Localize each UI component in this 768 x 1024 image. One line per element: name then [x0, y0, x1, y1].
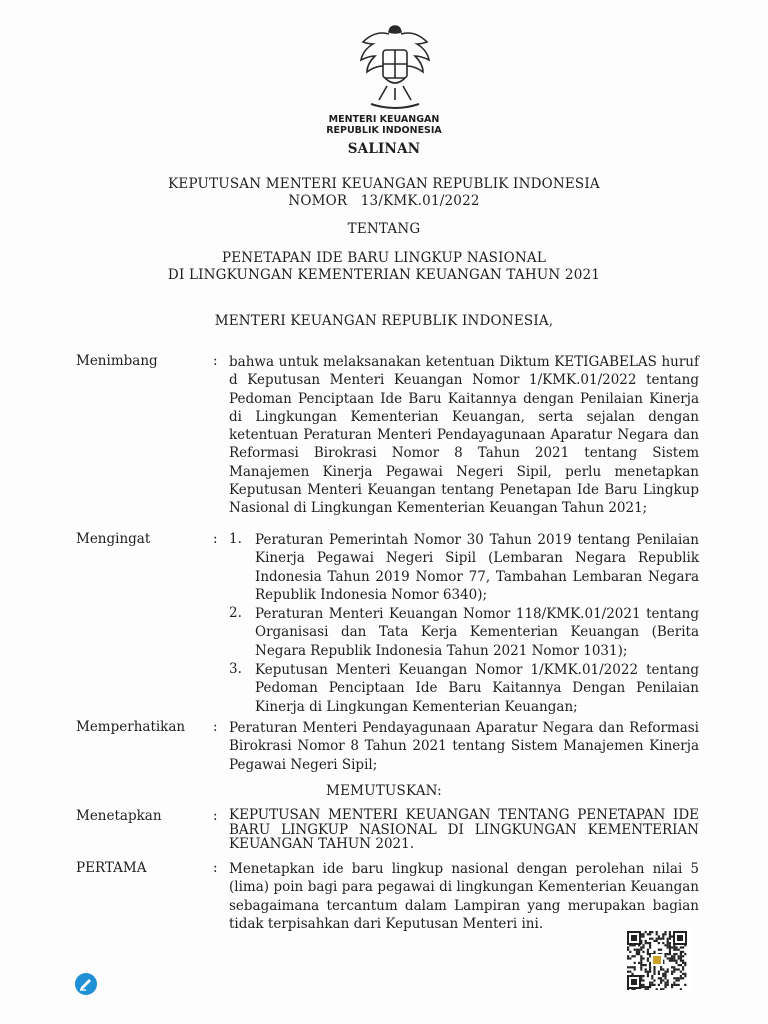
decision-label: MEMUTUSKAN: — [326, 783, 442, 799]
subject-line1: PENETAPAN IDE BARU LINGKUP NASIONAL — [221, 250, 547, 266]
list-item-text: Peraturan Menteri Keuangan Nomor 118/KMK.01/2021 tentang Organisasi dan Tata Kerja Kementerian Keuangan (Berita Negara Republik Indonesia Tahun 2021 Nomor 1031); — [255, 606, 699, 659]
decree-number: NOMOR 13/KMK.01/2022 — [288, 193, 480, 209]
section-label: PERTAMA — [76, 860, 147, 876]
section-label: Mengingat — [76, 531, 151, 547]
subject-line2: DI LINGKUNGAN KEMENTERIAN KEUANGAN TAHUN 2021 — [167, 267, 601, 283]
section-colon: : — [213, 719, 218, 735]
blue-stamp-icon — [74, 972, 98, 996]
garuda-emblem-icon — [349, 20, 441, 114]
institution-line2: REPUBLIK INDONESIA — [326, 125, 442, 136]
section-colon: : — [213, 353, 218, 369]
qr-code-icon — [624, 930, 690, 990]
list-item-text: Keputusan Menteri Keuangan Nomor 1/KMK.01/2022 tentang Pedoman Penciptaan Ide Baru Kaitannya Dengan Penilaian Kinerja di Lingkungan Kementerian Keuangan; — [255, 662, 699, 715]
section-colon: : — [213, 531, 218, 547]
section-label: Menetapkan — [76, 808, 162, 824]
institution-name — [0, 114, 768, 136]
decree-title: KEPUTUSAN MENTERI KEUANGAN REPUBLIK INDONESIA — [168, 176, 600, 192]
institution-line1: MENTERI KEUANGAN — [328, 114, 440, 125]
list-item-number: 3. — [229, 661, 242, 677]
list-item-text: Peraturan Pemerintah Nomor 30 Tahun 2019 tentang Penilaian Kinerja Pegawai Negeri Sipil (Lembaran Negara Republik Indonesia Tahun 2019 Nomor 77, Tambahan Lembaran Negara Republik Indonesia Nomor 6340); — [255, 532, 699, 603]
section-label: Menimbang — [76, 353, 158, 369]
list-item-number: 1. — [229, 531, 242, 547]
issuer: MENTERI KEUANGAN REPUBLIK INDONESIA, — [214, 313, 554, 329]
copy-label: SALINAN — [347, 141, 421, 157]
about-label: TENTANG — [347, 221, 421, 237]
section-text: KEPUTUSAN MENTERI KEUANGAN TENTANG PENETAPAN IDE BARU LINGKUP NASIONAL DI LINGKUNGAN KEMENTERIAN KEUANGAN TAHUN 2021. — [229, 807, 699, 852]
section-text: Peraturan Menteri Pendayagunaan Aparatur Negara dan Reformasi Birokrasi Nomor 8 Tahun 2021 tentang Sistem Manajemen Kinerja Pegawai Negeri Sipil; — [229, 720, 699, 773]
section-label: Memperhatikan — [76, 719, 186, 735]
section-colon: : — [213, 808, 218, 824]
section-text: Menetapkan ide baru lingkup nasional dengan perolehan nilai 5 (lima) poin bagi para pegawai di lingkungan Kementerian Keuangan sebagaimana tercantum dalam Lampiran yang merupakan bagian tidak terpisahkan dari Keputusan Menteri ini. — [229, 861, 699, 932]
section-text: bahwa untuk melaksanakan ketentuan Diktum KETIGABELAS huruf d Keputusan Menteri Keuangan Nomor 1/KMK.01/2022 tentang Pedoman Penciptaan Ide Baru Kaitannya dengan Penilaian Kinerja di Lingkungan Kementerian Keuangan, serta sejalan dengan ketentuan Peraturan Menteri Pendayagunaan Aparatur Negara dan Reformasi Birokrasi Nomor 8 Tahun 2021 tentang Sistem Manajemen Kinerja Pegawai Negeri Sipil, perlu menetapkan Keputusan Menteri Keuangan tentang Penetapan Ide Baru Lingkup Nasional di Lingkungan Kementerian Keuangan Tahun 2021; — [229, 354, 699, 517]
list-item-number: 2. — [229, 605, 242, 621]
section-colon: : — [213, 860, 218, 876]
